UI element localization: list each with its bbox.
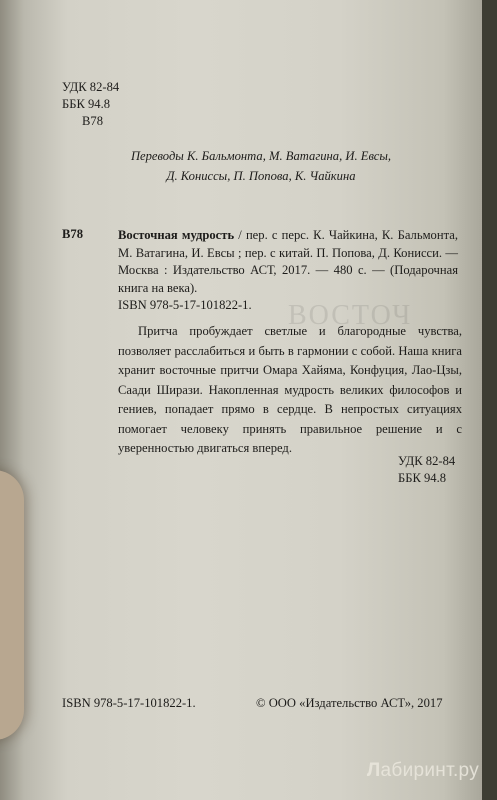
translators-credit <box>0 146 482 186</box>
translators-line-1: Переводы К. Бальмонта, М. Ватагина, И. Евсы, <box>130 149 392 163</box>
watermark-logo <box>367 760 479 782</box>
classification-block-bottom <box>398 453 455 487</box>
bbk-code-bottom: ББК 94.8 <box>398 471 447 485</box>
watermark-text: абиринт.ру <box>380 760 479 781</box>
bleed-through-text: ВОСТОЧ <box>288 300 413 331</box>
bibliographic-record <box>118 227 458 297</box>
bibliographic-details: / пер. с перс. К. Чайкина, К. Бальмонта, М. Ватагина, И. Евсы ; пер. с китай. П. Попова, Д. Конисси. — Москва : Издательство АСТ, 2017. — 480 с. — (Подарочная книга на века). <box>118 228 458 295</box>
bbk-code: ББК 94.8 <box>62 97 111 111</box>
abstract-text: Притча пробуждает светлые и благородные чувства, позволяет расслабиться и быть в гармонии с собой. Наша книга хранит восточные притчи Омара Хайяма, Конфуция, Лао-Цзы, Саади Ширази. Накопленная мудрость великих философов и гениев, попадает прямо в сердце. В непростых ситуациях помогает человеку принять правильное решение и с уверенностью двигаться вперед. <box>118 324 462 455</box>
abstract <box>118 322 462 459</box>
thumb-shadow <box>0 470 24 740</box>
udk-code: УДК 82-84 <box>62 80 120 94</box>
author-mark: В78 <box>82 114 103 128</box>
watermark-mark: Л <box>366 760 381 781</box>
classification-block-top <box>62 79 119 130</box>
udk-code-bottom: УДК 82-84 <box>398 454 456 468</box>
isbn-record: ISBN 978-5-17-101822-1. <box>118 298 252 312</box>
footer-isbn: ISBN 978-5-17-101822-1. <box>62 696 196 710</box>
copyright-notice: © ООО «Издательство АСТ», 2017 <box>256 696 443 710</box>
biblio-author-mark: В78 <box>62 227 83 241</box>
book-title: Восточная мудрость <box>118 228 235 242</box>
translators-line-2: Д. Кониссы, П. Попова, К. Чайкина <box>166 169 356 183</box>
